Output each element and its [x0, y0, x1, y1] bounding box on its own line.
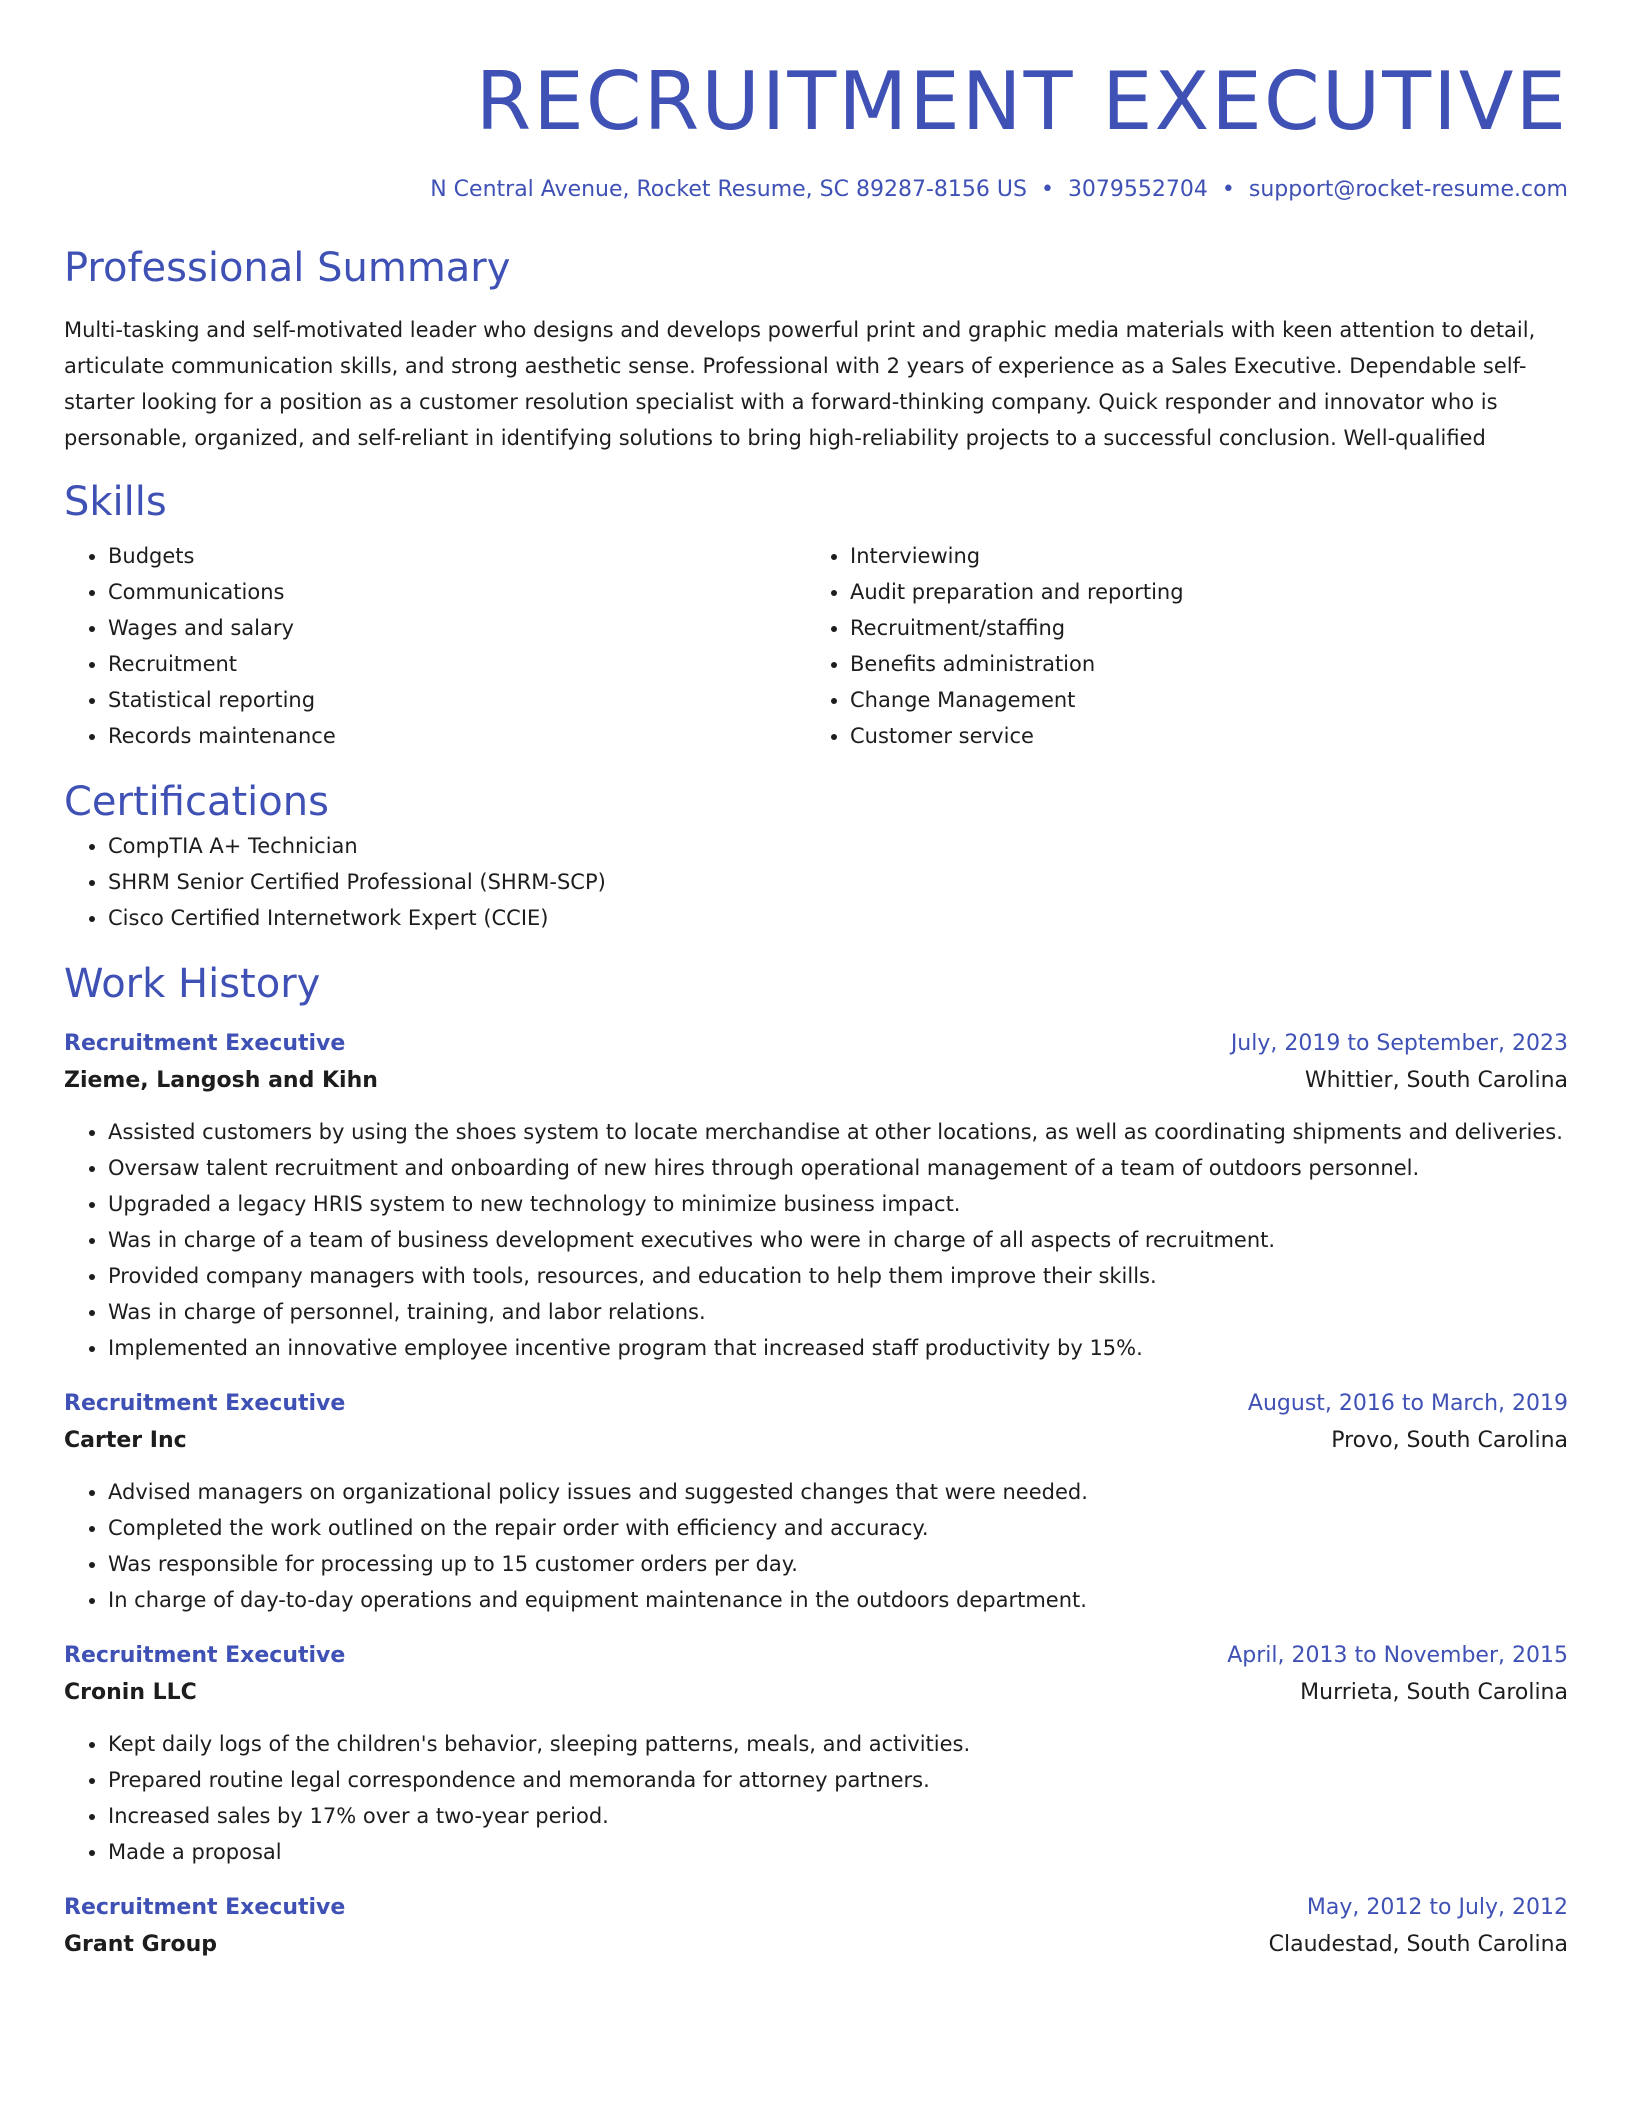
- skills-columns: [64, 538, 1568, 754]
- contact-address: N Central Avenue, Rocket Resume, SC 89287-8156 US: [430, 177, 1027, 202]
- job-entry: [64, 1386, 1568, 1618]
- skills-column-left: [64, 538, 806, 754]
- summary-title: Professional Summary: [64, 245, 511, 291]
- job-location: Whittier, South Carolina: [1304, 1068, 1568, 1093]
- skill-item: • Communications: [108, 574, 806, 610]
- job-bullet: • Upgraded a legacy HRIS system to new technology to minimize business impact.: [108, 1186, 1568, 1222]
- job-bullet: • Made a proposal: [108, 1834, 1568, 1870]
- job-location: Murrieta, South Carolina: [1300, 1680, 1568, 1705]
- skill-item: • Records maintenance: [108, 718, 806, 754]
- job-header-row: [64, 1386, 1568, 1422]
- skill-item: • Statistical reporting: [108, 682, 806, 718]
- job-company-row: [64, 1926, 1568, 1964]
- job-company-row: [64, 1062, 1568, 1100]
- certifications-list: [64, 828, 1568, 936]
- certification-item: • Cisco Certified Internetwork Expert (CCIE): [108, 900, 1568, 936]
- skills-list-right: [806, 538, 1548, 754]
- job-dates: April, 2013 to November, 2015: [1227, 1643, 1568, 1668]
- job-bullet: • Oversaw talent recruitment and onboarding of new hires through operational management of a team of outdoors personnel.: [108, 1150, 1568, 1186]
- job-header-row: [64, 1890, 1568, 1926]
- summary-text: Multi-tasking and self-motivated leader who designs and develops powerful print and graphic media materials with keen attention to detail, articulate communication skills, and strong aesthetic sense. Professional with 2 years of experience as a Sales Executive. Dependable self-starter looking for a position as a customer resolution specialist with a forward-thinking company. Quick responder and innovator who is personable, organized, and self-reliant in identifying solutions to bring high-reliability projects to a successful conclusion. Well-qualified: [64, 318, 1536, 450]
- contact-line: [64, 176, 1568, 204]
- job-bullet: • Was in charge of a team of business development executives who were in charge of all aspects of recruitment.: [108, 1222, 1568, 1258]
- job-bullet: • Advised managers on organizational policy issues and suggested changes that were needed.: [108, 1474, 1568, 1510]
- skill-item: • Audit preparation and reporting: [850, 574, 1548, 610]
- job-bullet: • Implemented an innovative employee incentive program that increased staff productivity by 15%.: [108, 1330, 1568, 1366]
- skill-item: • Customer service: [850, 718, 1548, 754]
- job-company: Cronin LLC: [64, 1680, 197, 1705]
- skill-item: • Wages and salary: [108, 610, 806, 646]
- job-location: Provo, South Carolina: [1331, 1428, 1568, 1453]
- job-company: Grant Group: [64, 1932, 218, 1957]
- job-bullets: [64, 1726, 1568, 1870]
- job-bullet: • Provided company managers with tools, resources, and education to help them improve their skills.: [108, 1258, 1568, 1294]
- job-entry: [64, 1638, 1568, 1870]
- contact-separator: •: [1040, 177, 1054, 202]
- job-title: Recruitment Executive: [64, 1391, 346, 1416]
- job-header-row: [64, 1638, 1568, 1674]
- job-dates: August, 2016 to March, 2019: [1247, 1391, 1568, 1416]
- job-dates: July, 2019 to September, 2023: [1230, 1031, 1568, 1056]
- skills-title: Skills: [64, 479, 167, 525]
- job-bullets: [64, 1114, 1568, 1366]
- job-bullet: • Was in charge of personnel, training, and labor relations.: [108, 1294, 1568, 1330]
- job-location: Claudestad, South Carolina: [1268, 1932, 1568, 1957]
- skill-item: • Recruitment/staffing: [850, 610, 1548, 646]
- skill-item: • Interviewing: [850, 538, 1548, 574]
- job-title: Recruitment Executive: [64, 1031, 346, 1056]
- skill-item: • Budgets: [108, 538, 806, 574]
- job-dates: May, 2012 to July, 2012: [1306, 1895, 1568, 1920]
- contact-phone[interactable]: 3079552704: [1067, 177, 1208, 202]
- job-bullet: • Was responsible for processing up to 15 customer orders per day.: [108, 1546, 1568, 1582]
- job-company: Zieme, Langosh and Kihn: [64, 1068, 378, 1093]
- job-bullet: • Increased sales by 17% over a two-year period.: [108, 1798, 1568, 1834]
- skill-item: • Change Management: [850, 682, 1548, 718]
- job-bullet: • In charge of day-to-day operations and equipment maintenance in the outdoors department.: [108, 1582, 1568, 1618]
- skills-list-left: [64, 538, 806, 754]
- job-bullet: • Kept daily logs of the children's behavior, sleeping patterns, meals, and activities.: [108, 1726, 1568, 1762]
- certification-item: • CompTIA A+ Technician: [108, 828, 1568, 864]
- certification-item: • SHRM Senior Certified Professional (SHRM-SCP): [108, 864, 1568, 900]
- work-history-list: [64, 1026, 1568, 1964]
- job-entry: [64, 1026, 1568, 1366]
- contact-email[interactable]: support@rocket-resume.com: [1248, 177, 1568, 202]
- job-company-row: [64, 1674, 1568, 1712]
- skill-item: • Recruitment: [108, 646, 806, 682]
- skill-item: • Benefits administration: [850, 646, 1548, 682]
- job-bullets: [64, 1474, 1568, 1618]
- contact-separator: •: [1221, 177, 1235, 202]
- resume-name: RECRUITMENT EXECUTIVE: [475, 55, 1568, 148]
- job-bullet: • Completed the work outlined on the repair order with efficiency and accuracy.: [108, 1510, 1568, 1546]
- job-company: Carter Inc: [64, 1428, 187, 1453]
- job-bullet: • Assisted customers by using the shoes system to locate merchandise at other locations, as well as coordinating shipments and deliveries.: [108, 1114, 1568, 1150]
- work-history-title: Work History: [64, 961, 321, 1007]
- job-company-row: [64, 1422, 1568, 1460]
- job-entry: [64, 1890, 1568, 1964]
- job-header-row: [64, 1026, 1568, 1062]
- job-title: Recruitment Executive: [64, 1895, 346, 1920]
- job-title: Recruitment Executive: [64, 1643, 346, 1668]
- certifications-title: Certifications: [64, 779, 329, 825]
- skills-column-right: [806, 538, 1548, 754]
- job-bullet: • Prepared routine legal correspondence and memoranda for attorney partners.: [108, 1762, 1568, 1798]
